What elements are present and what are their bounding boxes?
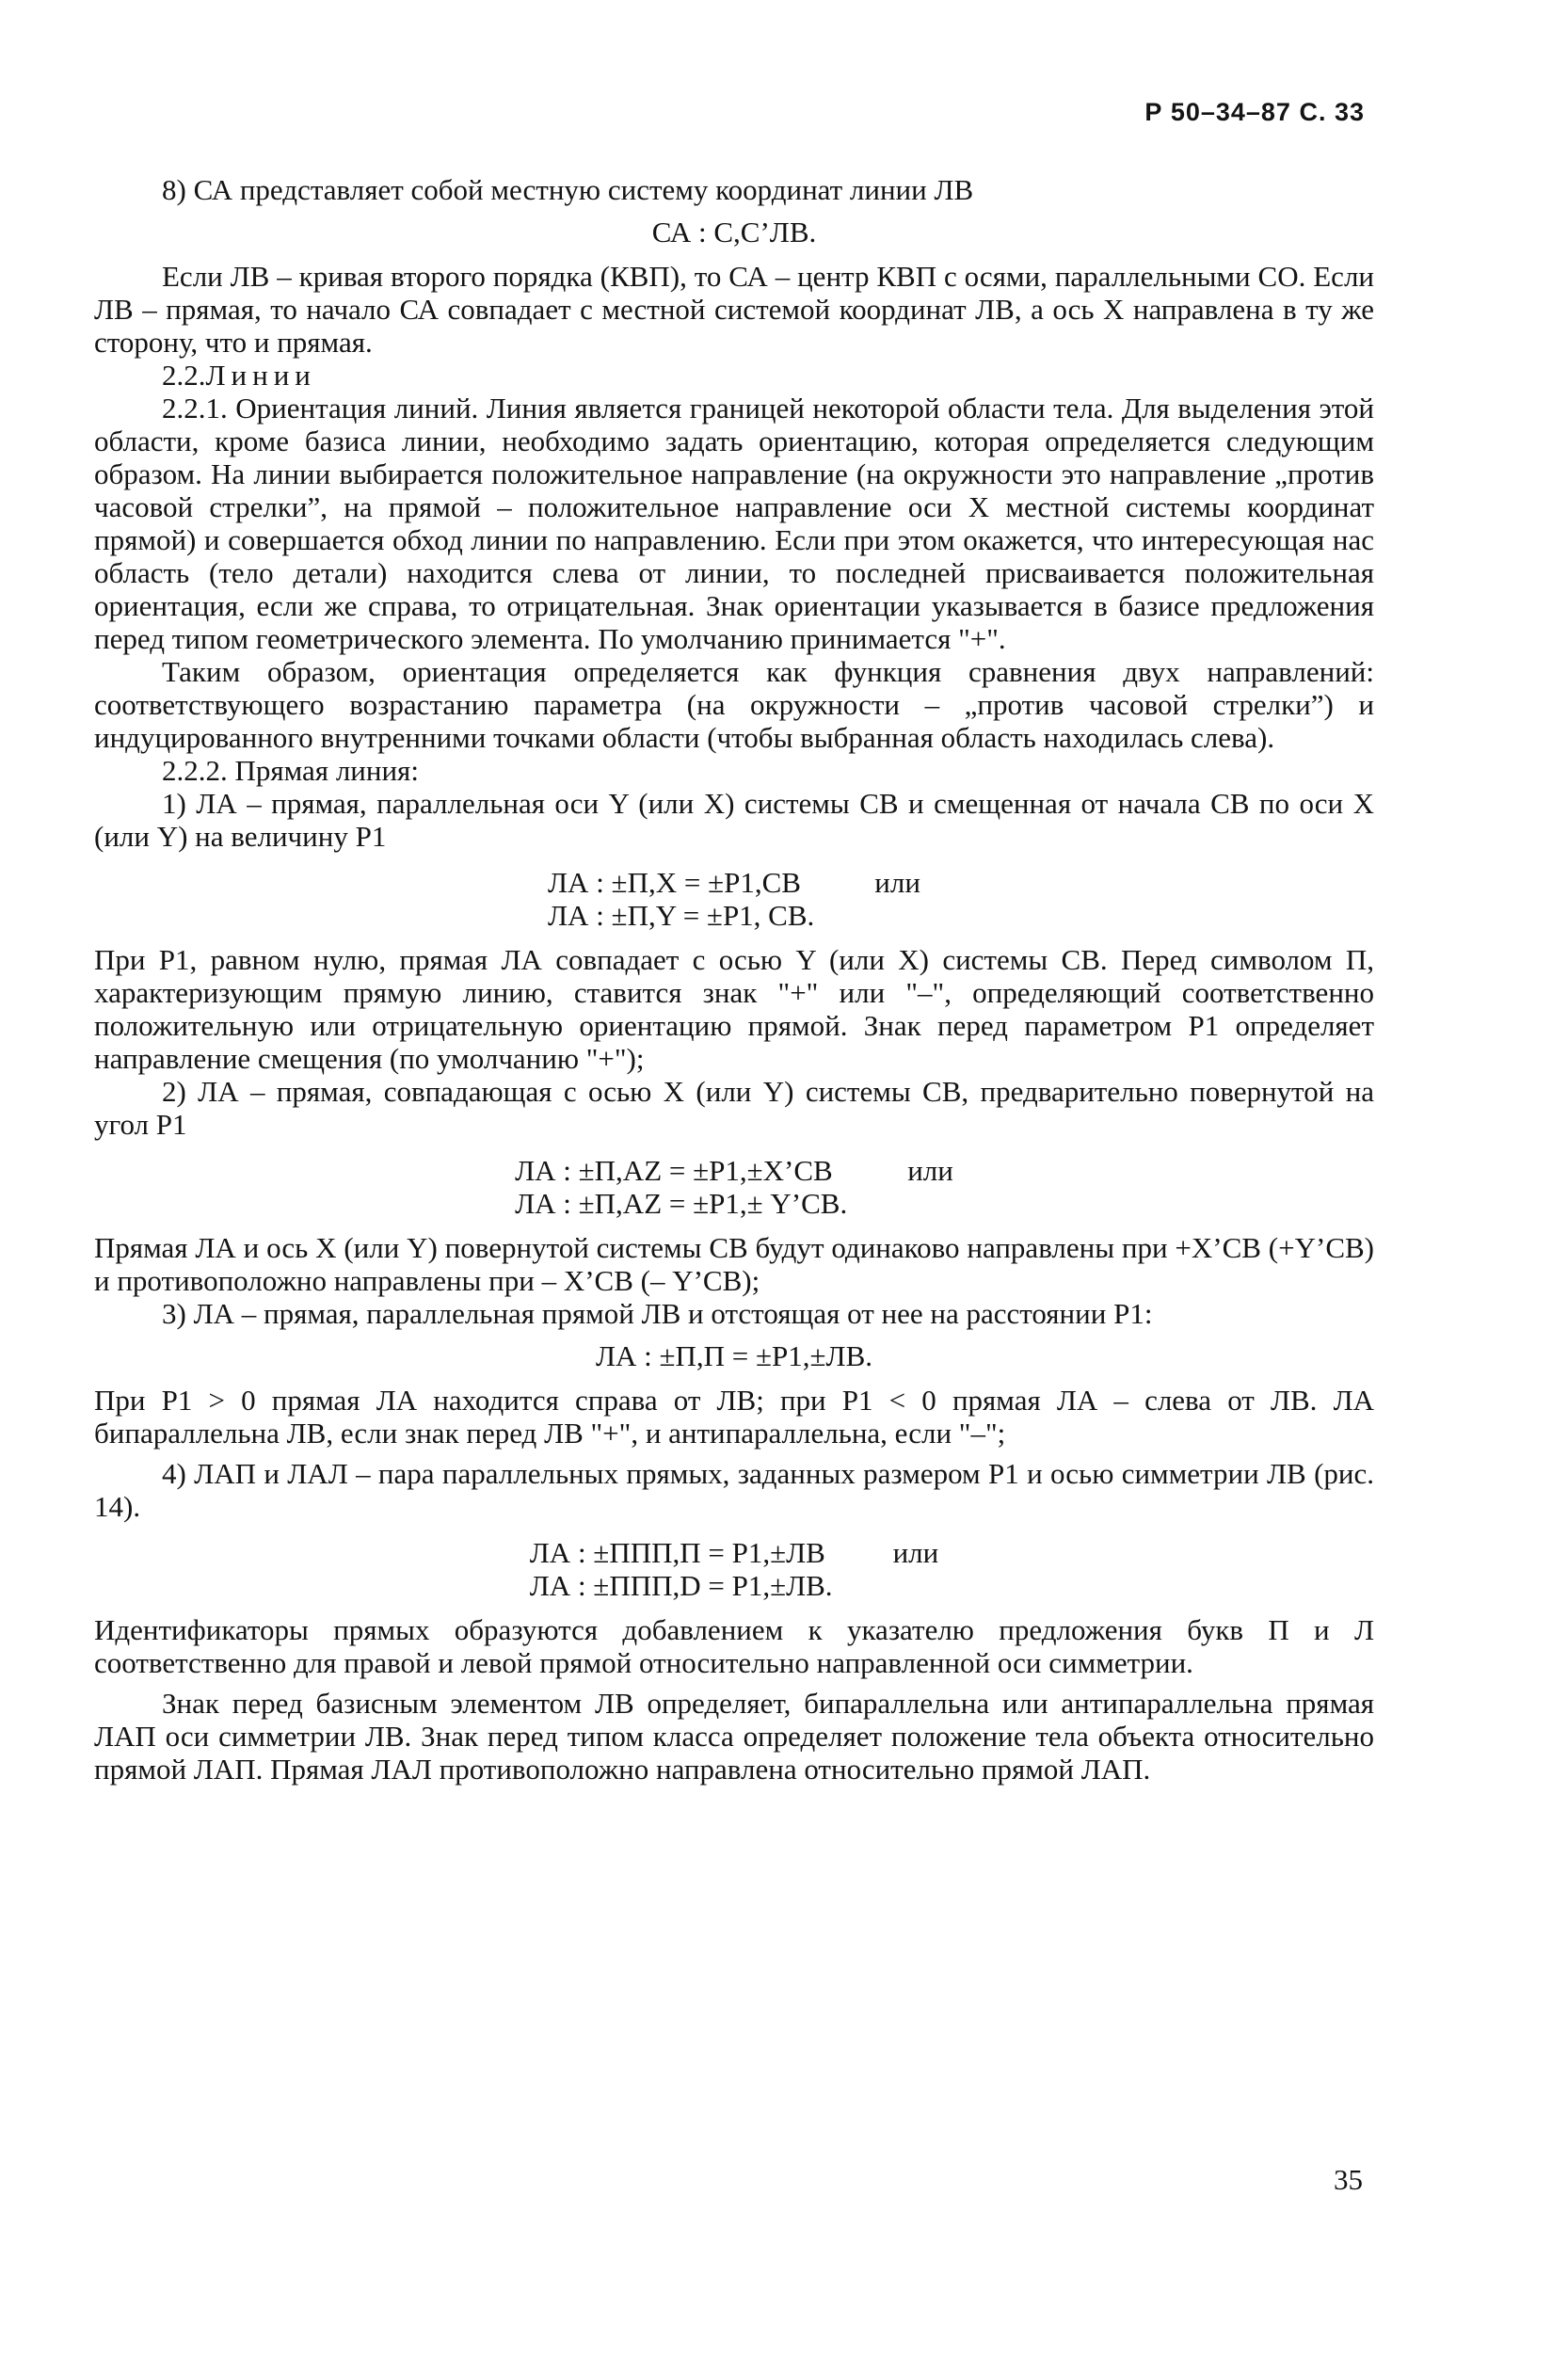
paragraph-orientation-summary: Таким образом, ориентация определяется как функция сравнения двух направлений: соответствующего возрастанию параметра (на окружности – „против часовой стрелки”) и индуцированного внутренними точками области (чтобы выбранная область находилась слева). bbox=[94, 655, 1374, 754]
paragraph-p1-zero: При Р1, равном нулю, прямая ЛА совпадает с осью Y (или X) системы СВ. Перед символом П, характеризующим прямую линию, ставится знак "+" или "–", определяющий соответственно положительную или отрицательную ориентацию прямой. Знак перед параметром Р1 определяет направление смещения (по умолчанию "+"); bbox=[94, 943, 1374, 1075]
section-title: Линии bbox=[205, 359, 316, 392]
paragraph-item-2: 2) ЛА – прямая, совпадающая с осью X (или Y) системы СВ, предварительно повернутой на угол Р1 bbox=[94, 1075, 1374, 1141]
formula-block-2 bbox=[94, 1154, 1374, 1220]
formula-or: или bbox=[892, 1536, 939, 1569]
document-body bbox=[94, 173, 1374, 1786]
paragraph-item-3: 3) ЛА – прямая, параллельная прямой ЛВ и отстоящая от нее на расстоянии Р1: bbox=[162, 1297, 1153, 1330]
paragraph-item-1: 1) ЛА – прямая, параллельная оси Y (или X) системы СВ и смещенная от начала СВ по оси X (или Y) на величину Р1 bbox=[94, 787, 1374, 853]
formula-line: ЛА : ±П,AZ = ±Р1,±X’СВ bbox=[515, 1154, 833, 1187]
paragraph-item-8: 8) СА представляет собой местную систему координат линии ЛВ bbox=[162, 173, 974, 206]
formula-parallel: ЛА : ±П,П = ±Р1,±ЛВ. bbox=[595, 1339, 872, 1372]
formula-or: или bbox=[874, 866, 920, 899]
formula-line: ЛА : ±ППП,П = Р1,±ЛВ bbox=[529, 1536, 825, 1569]
section-heading-2-2 bbox=[94, 359, 1374, 392]
formula-ca: СА : С,С’ЛВ. bbox=[651, 216, 817, 248]
section-number: 2.2. bbox=[162, 359, 206, 392]
paragraph-lv-curve: Если ЛВ – кривая второго порядка (КВП), то СА – центр КВП с осями, параллельными СО. Если ЛВ – прямая, то начало СА совпадает с местной системой координат ЛВ, а ось X направлена в ту же сторону, что и прямая. bbox=[94, 260, 1374, 359]
paragraph-rotated-system: Прямая ЛА и ось X (или Y) повернутой системы СВ будут одинаково направлены при +X’СВ (+Y’СВ) и противоположно направлены при – X’СВ (– Y’СВ); bbox=[94, 1231, 1374, 1297]
paragraph-identifiers: Идентификаторы прямых образуются добавлением к указателю предложения букв П и Л соответственно для правой и левой прямой относительно направленной оси симметрии. bbox=[94, 1613, 1374, 1679]
paragraph-sign-basis: Знак перед базисным элементом ЛВ определяет, бипараллельна или антипараллельна прямая ЛАП оси симметрии ЛВ. Знак перед типом класса определяет положение тела объекта относительно прямой ЛАП. Прямая ЛАЛ противоположно направлена относительно прямой ЛАП. bbox=[94, 1687, 1374, 1786]
formula-line: ЛА : ±П,X = ±Р1,СВ bbox=[548, 866, 801, 899]
formula-line: ЛА : ±П,Y = ±Р1, СВ. bbox=[548, 899, 815, 932]
paragraph-item-4: 4) ЛАП и ЛАЛ – пара параллельных прямых, заданных размером Р1 и осью симметрии ЛВ (рис. 14). bbox=[94, 1457, 1374, 1523]
document-header: Р 50–34–87 С. 33 bbox=[1144, 98, 1365, 126]
formula-or: или bbox=[907, 1154, 953, 1187]
formula-line: ЛА : ±П,AZ = ±Р1,± Y’СВ. bbox=[515, 1187, 848, 1220]
formula-block-1 bbox=[94, 866, 1374, 932]
page-number: 35 bbox=[1334, 2163, 1363, 2196]
subsection-heading-2-2-2: 2.2.2. Прямая линия: bbox=[162, 754, 419, 787]
formula-block-3 bbox=[94, 1536, 1374, 1602]
paragraph-orientation: 2.2.1. Ориентация линий. Линия является границей некоторой области тела. Для выделения этой области, кроме базиса линии, необходимо задать ориентацию, которая определяется следующим образом. На линии выбирается положительное направление (на окружности это направление „против часовой стрелки”, на прямой – положительное направление оси X местной системы координат прямой) и совершается обход линии по направлению. Если при этом окажется, что интересующая нас область (тело детали) находится слева от линии, то последней присваивается положительная ориентация, если же справа, то отрицательная. Знак ориентации указывается в базисе предложения перед типом геометрического элемента. По умолчанию принимается "+". bbox=[94, 392, 1374, 655]
formula-line: ЛА : ±ППП,D = Р1,±ЛВ. bbox=[529, 1569, 833, 1602]
paragraph-p1-sign: При Р1 > 0 прямая ЛА находится справа от ЛВ; при Р1 < 0 прямая ЛА – слева от ЛВ. ЛА бипараллельна ЛВ, если знак перед ЛВ "+", и антипараллельна, если "–"; bbox=[94, 1384, 1374, 1450]
